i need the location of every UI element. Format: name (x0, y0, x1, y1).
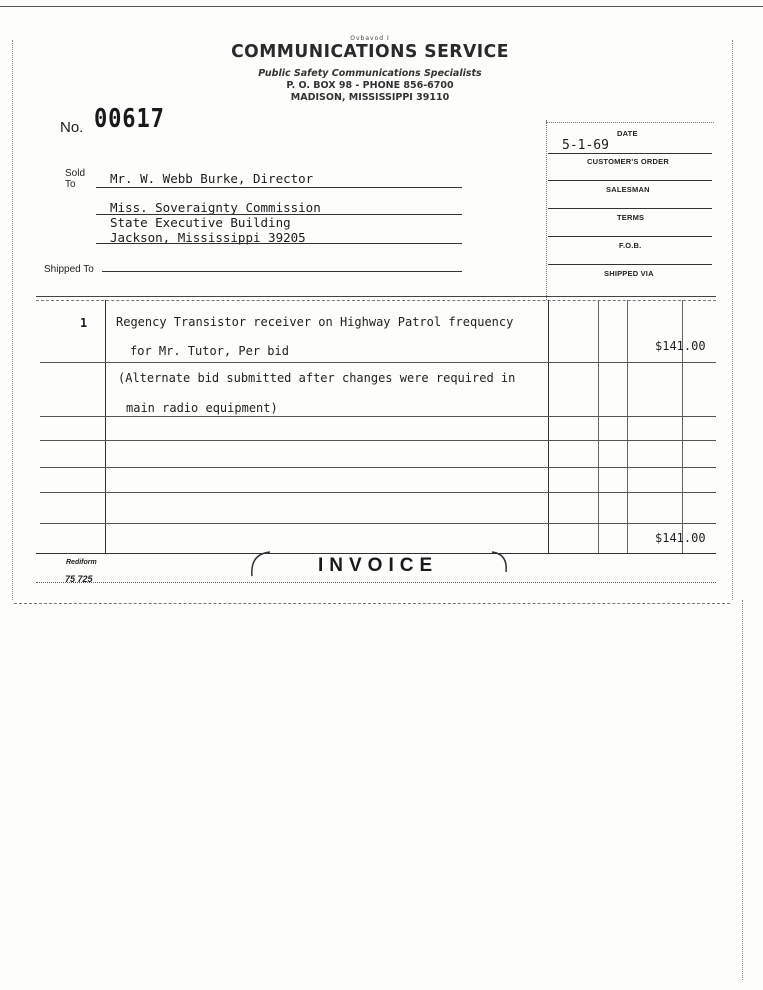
shipped-to-label: Shipped To (44, 264, 94, 275)
sold-to-line-1: Mr. W. Webb Burke, Director (110, 171, 314, 186)
form-left-edge (12, 40, 13, 600)
table-row-rule (40, 492, 716, 493)
invoice-number-label: No. (60, 119, 84, 136)
shipped-via-label: SHIPPED VIA (604, 269, 654, 278)
terms-label: TERMS (617, 213, 645, 222)
date-label: DATE (617, 129, 638, 138)
sold-to-line-4: Jackson, Mississippi 39205 (110, 230, 306, 245)
table-row-rule (40, 440, 716, 441)
table-top-rule-2 (36, 300, 716, 301)
salesman-underline (548, 208, 712, 209)
to-label: To (65, 179, 76, 190)
date-value: 5-1-69 (562, 138, 609, 153)
page-top-edge (0, 6, 763, 7)
form-bottom-edge (14, 603, 730, 604)
table-col-divider-desc (548, 300, 549, 553)
customers-order-label: CUSTOMER'S ORDER (587, 157, 669, 166)
invoice-number: 00617 (94, 104, 165, 134)
salesman-label: SALESMAN (606, 185, 650, 194)
company-city: MADISON, MISSISSIPPI 39110 (290, 92, 450, 103)
sidebox-top-edge (546, 122, 714, 123)
table-col-divider-qty (105, 300, 106, 553)
page-right-edge (742, 600, 743, 980)
form-number: 75 725 (65, 574, 93, 584)
item-description: (Alternate bid submitted after changes were required in (118, 371, 516, 385)
item-quantity: 1 (80, 316, 88, 330)
fob-underline (548, 264, 712, 265)
footer-rule (36, 582, 716, 583)
shipped-to-underline (102, 271, 462, 272)
company-address: P. O. BOX 98 - PHONE 856-6700 (286, 80, 454, 91)
table-row-rule (40, 362, 716, 363)
sold-to-line-2: Miss. Soveraignty Commission (110, 200, 321, 215)
sold-to-underline-1 (96, 187, 462, 188)
table-col-divider-price-b (627, 300, 628, 553)
table-row-rule (40, 416, 716, 417)
item-amount: $141.00 (655, 339, 706, 353)
table-row-rule (40, 523, 716, 524)
date-underline (548, 153, 712, 154)
item-description: for Mr. Tutor, Per bid (130, 344, 289, 358)
invoice-title: INVOICE (318, 555, 439, 576)
company-name: COMMUNICATIONS SERVICE (231, 42, 509, 62)
item-description: main radio equipment) (126, 401, 278, 415)
sold-to-line-3: State Executive Building (110, 215, 291, 230)
sold-to-underline-3 (96, 243, 462, 244)
table-col-divider-price-a (598, 300, 599, 553)
invoice-total: $141.00 (655, 531, 706, 545)
customers-order-underline (548, 180, 712, 181)
table-row-rule (40, 467, 716, 468)
table-col-divider-cents (682, 300, 683, 553)
fob-label: F.O.B. (619, 241, 642, 250)
company-tagline: Public Safety Communications Specialists (258, 68, 482, 79)
sidebox-left-edge (546, 120, 547, 300)
item-description: Regency Transistor receiver on Highway Patrol frequency (116, 315, 514, 329)
company-small-header: Ovbavod I (350, 35, 390, 42)
form-right-edge (732, 40, 733, 600)
form-brand: Rediform (66, 559, 97, 566)
sold-label: Sold (65, 168, 86, 179)
terms-underline (548, 236, 712, 237)
table-top-rule (36, 296, 716, 297)
